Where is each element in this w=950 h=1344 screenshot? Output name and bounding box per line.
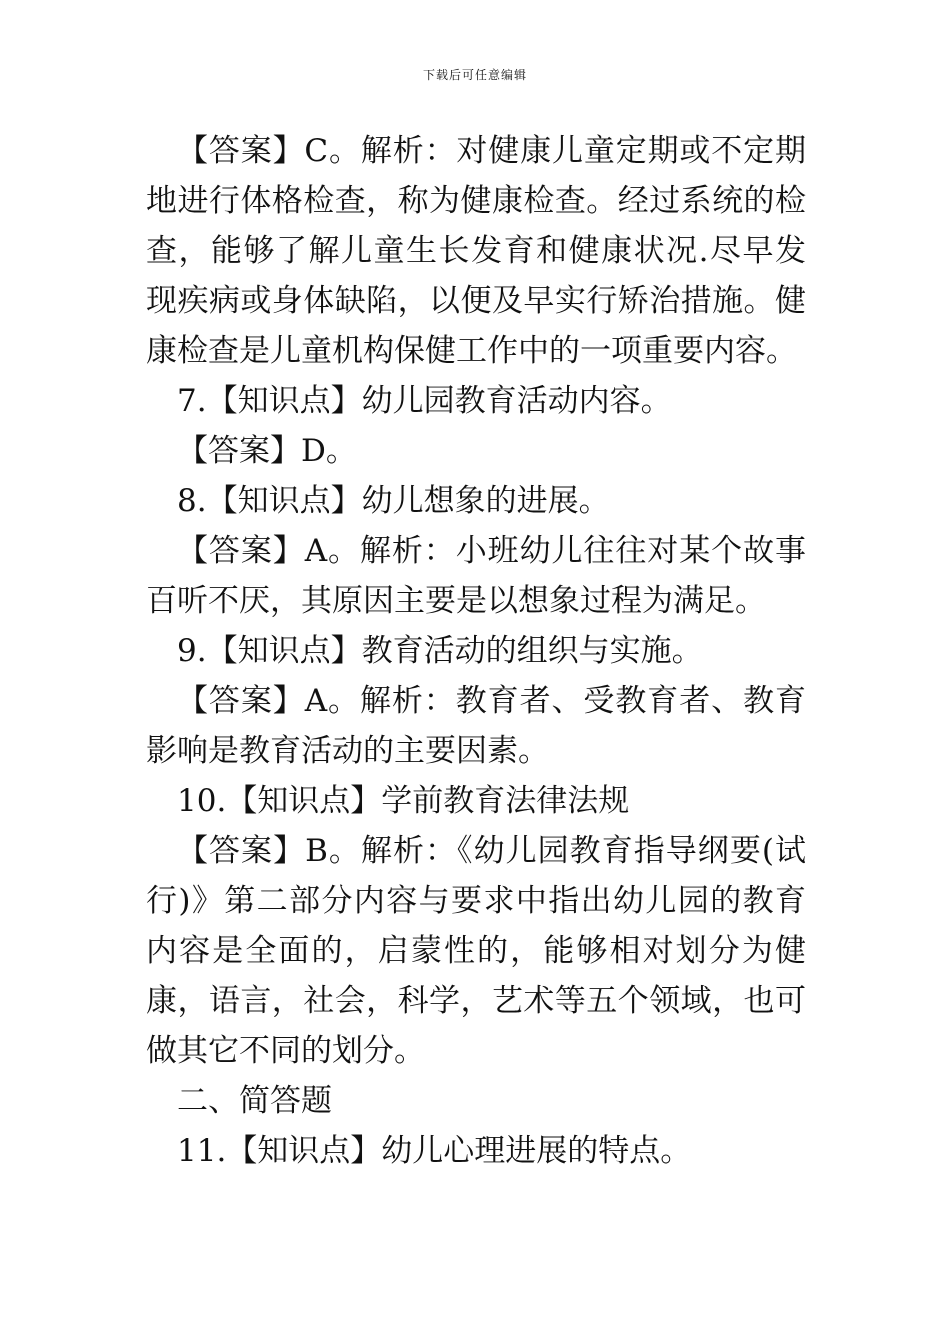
page-header: 下载后可任意编辑 (422, 68, 527, 82)
knowledge-point-9: 9.【知识点】教育活动的组织与实施。 (177, 633, 703, 669)
knowledge-point-8: 8.【知识点】幼儿想象的进展。 (177, 483, 610, 519)
knowledge-point-11: 11.【知识点】幼儿心理进展的特点。 (177, 1133, 692, 1169)
answer-paragraph-7: 【答案】D。 (177, 433, 357, 469)
answer-paragraph-8: 【答案】A。解析：小班幼儿往往对某个故事百听不厌，其原因主要是以想象过程为满足。 (146, 533, 806, 619)
answer-paragraph-9: 【答案】A。解析：教育者、受教育者、教育影响是教育活动的主要因素。 (146, 683, 806, 769)
answer-paragraph-10: 【答案】B。解析：《幼儿园教育指导纲要(试行)》第二部分内容与要求中指出幼儿园的教育内容是全面的，启蒙性的，能够相对划分为健康，语言，社会，科学，艺术等五个领域，也可做其它不同的划分。 (146, 833, 806, 1069)
knowledge-point-10: 10.【知识点】学前教育法律法规 (177, 783, 630, 819)
document-body (146, 126, 806, 1176)
knowledge-point-7: 7.【知识点】幼儿园教育活动内容。 (177, 383, 672, 419)
answer-paragraph-6: 【答案】C。解析：对健康儿童定期或不定期地进行体格检查，称为健康检查。经过系统的检查，能够了解儿童生长发育和健康状况.尽早发现疾病或身体缺陷，以便及早实行矫治措施。健康检查是儿童机构保健工作中的一项重要内容。 (146, 133, 806, 369)
section-heading: 二、简答题 (177, 1083, 332, 1119)
